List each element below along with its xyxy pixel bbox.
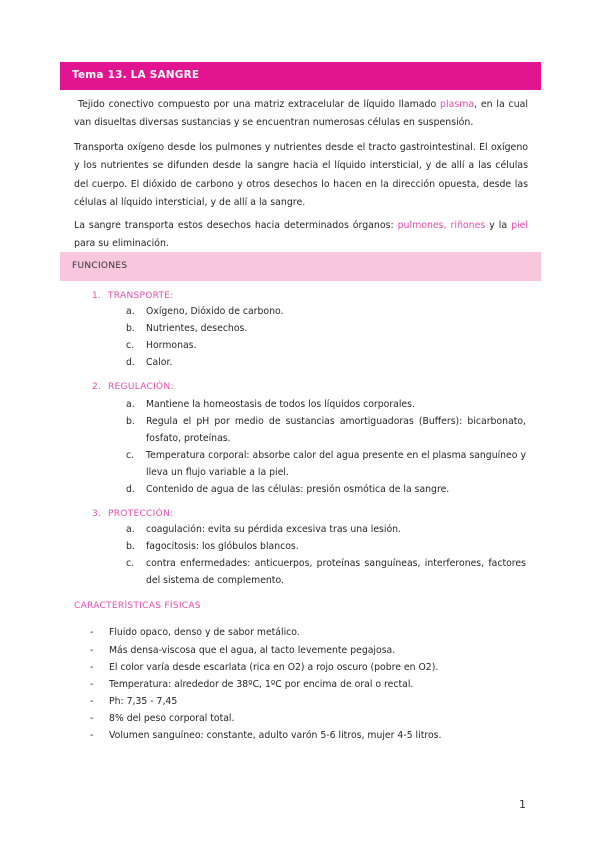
item-text: Nutrientes, desechos. bbox=[146, 323, 248, 334]
list-item bbox=[126, 303, 526, 320]
bullet-mark: - bbox=[90, 730, 94, 741]
section-number: 1. bbox=[92, 291, 102, 301]
item-text: Hormonas. bbox=[146, 340, 197, 351]
section-heading-proteccion bbox=[92, 509, 173, 519]
list-item bbox=[126, 538, 526, 555]
list-item bbox=[90, 679, 530, 690]
list-item bbox=[90, 645, 530, 656]
bullet-mark: - bbox=[90, 645, 94, 656]
organ-rinones: riñones bbox=[450, 220, 486, 231]
bullet-mark: - bbox=[90, 713, 94, 724]
section-heading-regulacion bbox=[92, 382, 174, 392]
item-text: Temperatura corporal: absorbe calor del agua presente en el plasma sanguíneo y lleva un flujo variable a la piel. bbox=[146, 450, 526, 478]
list-item bbox=[126, 447, 526, 481]
bullet-text: Temperatura: alrededor de 38ºC, 1ºC por encima de oral o rectal. bbox=[109, 679, 414, 690]
list-item bbox=[90, 627, 530, 638]
item-mark: b. bbox=[126, 416, 135, 427]
list-item bbox=[126, 413, 526, 447]
funciones-section-bar bbox=[60, 252, 541, 281]
list-item bbox=[90, 662, 530, 673]
bullet-text: Volumen sanguíneo: constante, adulto varón 5-6 litros, mujer 4-5 litros. bbox=[109, 730, 442, 741]
list-item bbox=[126, 396, 526, 413]
bullet-text: Fluido opaco, denso y de sabor metálico. bbox=[109, 627, 300, 638]
bullet-text: Más densa-viscosa que el agua, al tacto levemente pegajosa. bbox=[109, 645, 396, 656]
item-text: Calor. bbox=[146, 357, 173, 368]
term-plasma: plasma bbox=[440, 99, 475, 110]
list-item bbox=[126, 481, 526, 498]
title-bar bbox=[60, 62, 541, 90]
bullet-mark: - bbox=[90, 627, 94, 638]
bullet-text: 8% del peso corporal total. bbox=[109, 713, 235, 724]
list-item bbox=[126, 521, 526, 538]
intro-p3-after: para su eliminación. bbox=[74, 238, 169, 250]
intro-p1-after: , en la cual van disueltas diversas sustancias y se encuentran numerosas células en suspensión. bbox=[74, 99, 528, 129]
item-mark: c. bbox=[126, 450, 135, 461]
item-text: Contenido de agua de las células: presión osmótica de la sangre. bbox=[146, 484, 450, 495]
item-mark: a. bbox=[126, 524, 135, 535]
bullet-text: El color varía desde escarlata (rica en O2) a rojo oscuro (pobre en O2). bbox=[109, 662, 439, 673]
section-title: TRANSPORTE: bbox=[108, 291, 174, 301]
section-number: 2. bbox=[92, 382, 102, 392]
funciones-heading: FUNCIONES bbox=[72, 261, 128, 271]
item-mark: a. bbox=[126, 399, 135, 410]
organ-sep-1: , bbox=[443, 220, 451, 231]
item-mark: c. bbox=[126, 558, 135, 569]
item-mark: c. bbox=[126, 340, 135, 351]
section-title: REGULACIÓN: bbox=[108, 382, 174, 392]
item-mark: d. bbox=[126, 357, 135, 368]
bullet-mark: - bbox=[90, 662, 94, 673]
intro-p1-before: Tejido conectivo compuesto por una matriz extracelular de líquido llamado bbox=[78, 99, 441, 110]
page-number: 1 bbox=[519, 798, 526, 811]
bullet-mark: - bbox=[90, 696, 94, 707]
item-mark: a. bbox=[126, 306, 135, 317]
bullet-text: Ph: 7,35 - 7,45 bbox=[109, 696, 178, 707]
item-text: contra enfermedades: anticuerpos, proteínas sanguíneas, interferones, factores del sistema de complemento. bbox=[146, 558, 526, 586]
organ-pulmones: pulmones bbox=[397, 220, 444, 231]
item-text: Regula el pH por medio de sustancias amortiguadoras (Buffers): bicarbonato, fosfato, proteínas. bbox=[146, 416, 526, 444]
organ-sep-2: y la bbox=[485, 220, 512, 231]
list-item bbox=[126, 320, 526, 337]
item-mark: d. bbox=[126, 484, 135, 495]
page-title: Tema 13. LA SANGRE bbox=[72, 69, 200, 81]
list-item bbox=[90, 730, 530, 741]
item-text: fagocitosis: los glóbulos blancos. bbox=[146, 541, 299, 552]
bullet-mark: - bbox=[90, 679, 94, 690]
item-mark: b. bbox=[126, 541, 135, 552]
list-item bbox=[126, 354, 526, 371]
intro-p3-before: La sangre transporta estos desechos hacia determinados órganos: bbox=[74, 220, 398, 231]
section-heading-transporte bbox=[92, 291, 174, 301]
section-title: PROTECCIÓN: bbox=[108, 509, 174, 519]
list-item bbox=[126, 555, 526, 589]
intro-paragraph-2: Transporta oxígeno desde los pulmones y nutrientes desde el tracto gastrointestinal. El oxígeno y los nutrientes se difunden desde la sangre hacia el líquido intersticial, y de allí a las células del cuerpo. El dióxido de carbono y otros desechos lo hacen en la dirección opuesta, desde las células al líquido intersticial, y de allí a la sangre. bbox=[74, 142, 528, 209]
item-text: Mantiene la homeostasis de todos los líquidos corporales. bbox=[146, 399, 415, 410]
caracteristicas-heading: CARACTERÍSTICAS FÍSICAS bbox=[74, 601, 201, 611]
item-text: Oxígeno, Dióxido de carbono. bbox=[146, 306, 284, 317]
organ-piel: piel bbox=[511, 220, 528, 231]
list-item bbox=[90, 713, 530, 724]
intro-paragraph-1 bbox=[74, 96, 528, 133]
section-number: 3. bbox=[92, 509, 102, 519]
list-item bbox=[90, 696, 530, 707]
item-mark: b. bbox=[126, 323, 135, 334]
list-item bbox=[126, 337, 526, 354]
intro-paragraph-3 bbox=[74, 217, 528, 254]
item-text: coagulación: evita su pérdida excesiva tras una lesión. bbox=[146, 524, 402, 535]
